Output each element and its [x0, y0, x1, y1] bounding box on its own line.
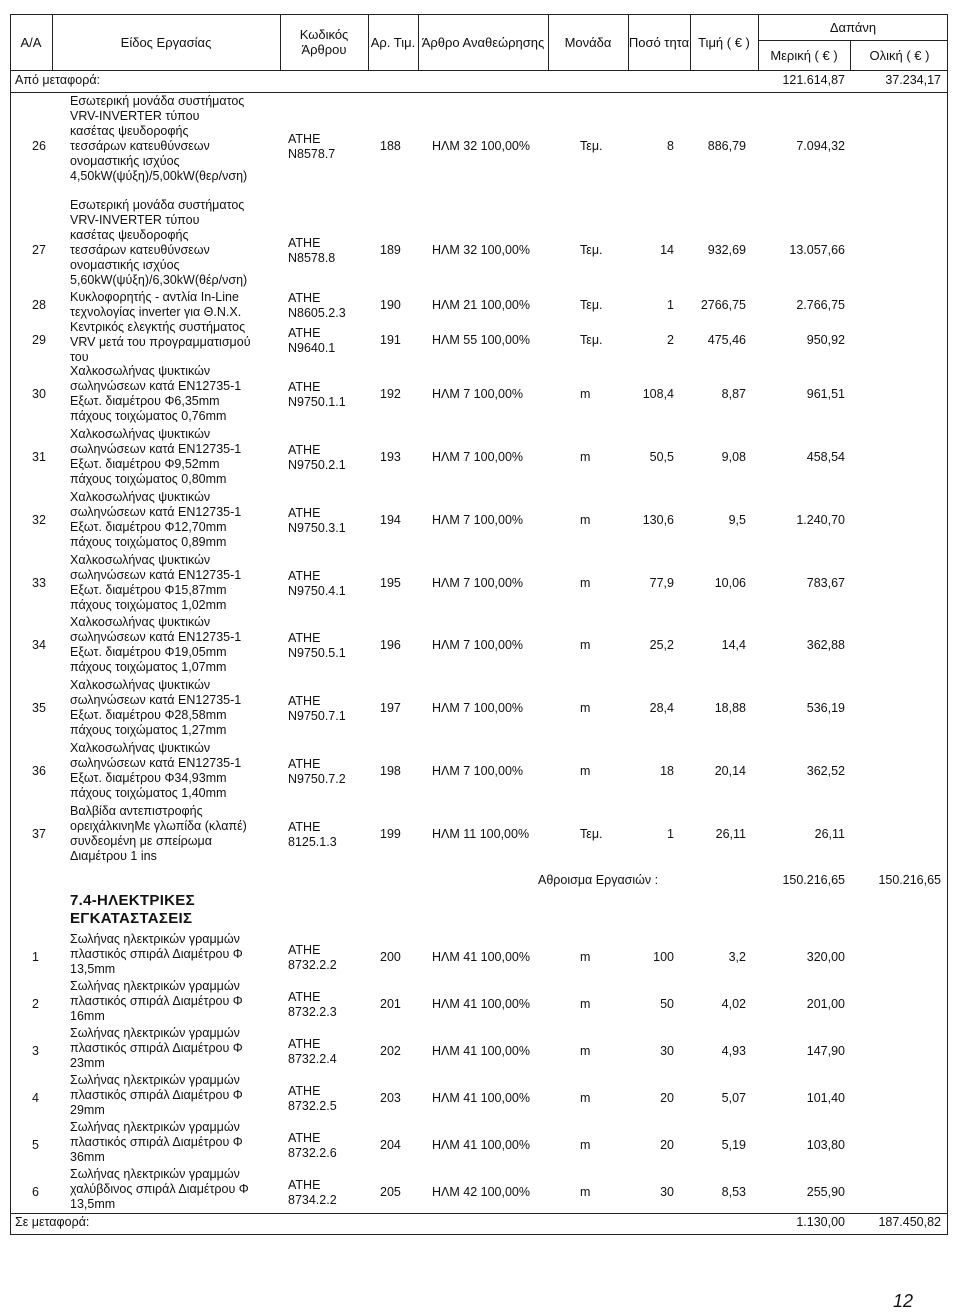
partial-cost: 13.057,66 — [789, 243, 845, 257]
description-line: τεσσάρων κατευθύνσεων — [70, 139, 210, 153]
code-line: ΑΤΗΕ — [288, 820, 321, 834]
description-line: πάχους τοιχώματος 0,89mm — [70, 535, 227, 549]
revision-article: ΗΛΜ 41 100,00% — [432, 1044, 530, 1058]
description-line: πάχους τοιχώματος 0,76mm — [70, 409, 227, 423]
description-line: 4,50kW(ψύξη)/5,00kW(θερ/νση) — [70, 169, 248, 183]
description-line: πλαστικός σπιράλ Διαμέτρου Φ — [70, 1088, 243, 1102]
description-line: Διαμέτρου 1 ins — [70, 849, 157, 863]
price-number: 190 — [380, 298, 401, 312]
item-code — [288, 506, 346, 536]
header-cost: Δαπάνη — [758, 14, 948, 41]
row-number: 33 — [32, 576, 46, 590]
code-line: Ν9640.1 — [288, 341, 336, 355]
code-line: 8734.2.2 — [288, 1193, 337, 1207]
description-line: Εσωτερική μονάδα συστήματος — [70, 94, 245, 108]
unit: m — [580, 450, 591, 464]
description-line: Χαλκοσωλήνας ψυκτικών — [70, 741, 211, 755]
description-line: Σωλήνας ηλεκτρικών γραμμών — [70, 1167, 240, 1181]
unit-price: 20,14 — [714, 764, 746, 778]
code-line: Ν9750.5.1 — [288, 646, 346, 660]
description-line: σωληνώσεων κατά EN12735-1 — [70, 505, 242, 519]
description-line: χαλύβδινος σπιράλ Διαμέτρου Φ — [70, 1182, 249, 1196]
unit-price: 8,87 — [721, 387, 746, 401]
code-line: ΑΤΗΕ — [288, 132, 321, 146]
description-line: κασέτας ψευδοροφής — [70, 228, 189, 242]
unit-price: 2766,75 — [700, 298, 746, 312]
code-line: Ν9750.7.1 — [288, 709, 346, 723]
price-number: 204 — [380, 1138, 401, 1152]
description-line: Εξωτ. διαμέτρου Φ9,52mm — [70, 457, 220, 471]
item-code — [288, 326, 335, 356]
code-line: Ν9750.1.1 — [288, 395, 346, 409]
description-line: Σωλήνας ηλεκτρικών γραμμών — [70, 1073, 240, 1087]
price-number: 205 — [380, 1185, 401, 1199]
unit-price: 14,4 — [721, 638, 746, 652]
description-line: σωληνώσεων κατά EN12735-1 — [70, 630, 242, 644]
description-line: σωληνώσεων κατά EN12735-1 — [70, 568, 242, 582]
description-line: ορειχάλκινηΜε γλωπίδα (κλαπέ) — [70, 819, 247, 833]
code-line: Ν9750.2.1 — [288, 458, 346, 472]
item-code — [288, 443, 346, 473]
description-line: σωληνώσεων κατά EN12735-1 — [70, 693, 242, 707]
row-number: 32 — [32, 513, 46, 527]
partial-cost: 201,00 — [806, 997, 845, 1011]
unit: m — [580, 1091, 591, 1105]
description-line: Σωλήνας ηλεκτρικών γραμμών — [70, 979, 240, 993]
partial-cost: 320,00 — [806, 950, 845, 964]
description-line: 23mm — [70, 1056, 105, 1070]
revision-article: ΗΛΜ 41 100,00% — [432, 1091, 530, 1105]
item-description — [70, 198, 247, 288]
code-line: 8732.2.2 — [288, 958, 337, 972]
row-number: 3 — [32, 1044, 39, 1058]
partial-cost: 101,40 — [806, 1091, 845, 1105]
unit: Τεμ. — [580, 139, 603, 153]
price-number: 196 — [380, 638, 401, 652]
quantity: 20 — [660, 1138, 674, 1152]
description-line: σωληνώσεων κατά EN12735-1 — [70, 442, 242, 456]
unit-price: 886,79 — [707, 139, 746, 153]
partial-cost: 458,54 — [806, 450, 845, 464]
quantity: 30 — [660, 1185, 674, 1199]
description-line: Χαλκοσωλήνας ψυκτικών — [70, 427, 211, 441]
partial-cost: 147,90 — [806, 1044, 845, 1058]
unit: m — [580, 576, 591, 590]
item-code — [288, 236, 335, 266]
revision-article: ΗΛΜ 7 100,00% — [432, 513, 524, 527]
description-line: κασέτας ψευδοροφής — [70, 124, 189, 138]
unit: m — [580, 701, 591, 715]
unit: Τεμ. — [580, 298, 603, 312]
price-number: 195 — [380, 576, 401, 590]
unit-price: 932,69 — [707, 243, 746, 257]
description-line: πλαστικός σπιράλ Διαμέτρου Φ — [70, 994, 243, 1008]
page-number: 12 — [893, 1291, 914, 1311]
unit-price: 9,5 — [728, 513, 746, 527]
code-line: 8732.2.5 — [288, 1099, 337, 1113]
row-number: 4 — [32, 1091, 39, 1105]
description-line: Χαλκοσωλήνας ψυκτικών — [70, 490, 211, 504]
item-code — [288, 757, 346, 787]
description-line: τεχνολογίας inverter για Θ.Ν.Χ. — [70, 305, 242, 319]
price-number: 202 — [380, 1044, 401, 1058]
item-code — [288, 694, 346, 724]
description-line: VRV μετά του προγραμματισμού — [70, 335, 251, 349]
quantity: 50 — [660, 997, 674, 1011]
item-description — [70, 804, 247, 864]
price-number: 203 — [380, 1091, 401, 1105]
code-line: Ν9750.7.2 — [288, 772, 346, 786]
code-line: 8125.1.3 — [288, 835, 337, 849]
description-line: 36mm — [70, 1150, 105, 1164]
unit: m — [580, 513, 591, 527]
description-line: Σωλήνας ηλεκτρικών γραμμών — [70, 932, 240, 946]
price-number: 193 — [380, 450, 401, 464]
description-line: ονομαστικής ισχύος — [70, 258, 180, 272]
price-number: 194 — [380, 513, 401, 527]
row-number: 36 — [32, 764, 46, 778]
row-number: 34 — [32, 638, 46, 652]
unit-price: 4,93 — [721, 1044, 746, 1058]
sum-label: Αθροισμα Εργασιών : — [538, 873, 659, 887]
partial-cost: 536,19 — [806, 701, 845, 715]
code-line: Ν8605.2.3 — [288, 306, 346, 320]
price-number: 191 — [380, 333, 401, 347]
unit: m — [580, 997, 591, 1011]
partial-cost: 2.766,75 — [796, 298, 845, 312]
code-line: ΑΤΗΕ — [288, 1178, 321, 1192]
description-line: Εξωτ. διαμέτρου Φ6,35mm — [70, 394, 220, 408]
item-code — [288, 569, 346, 599]
unit-price: 8,53 — [721, 1185, 746, 1199]
description-line: του — [70, 350, 89, 364]
description-line: 5,60kW(ψύξη)/6,30kW(θέρ/νση) — [70, 273, 248, 287]
sum-total: 150.216,65 — [878, 873, 941, 887]
description-line: 13,5mm — [70, 1197, 116, 1211]
description-line: Χαλκοσωλήνας ψυκτικών — [70, 553, 211, 567]
header-partial: Μερική ( € ) — [758, 41, 851, 70]
description-line: πλαστικός σπιράλ Διαμέτρου Φ — [70, 947, 243, 961]
description-line: Εσωτερική μονάδα συστήματος — [70, 198, 245, 212]
item-code — [288, 631, 346, 661]
description-line: πάχους τοιχώματος 1,40mm — [70, 786, 227, 800]
sum-row — [10, 873, 948, 891]
price-number: 189 — [380, 243, 401, 257]
section-title-line: ΕΓΚΑΤΑΣΤΑΣΕΙΣ — [70, 910, 193, 927]
unit-price: 10,06 — [714, 576, 746, 590]
description-line: σωληνώσεων κατά EN12735-1 — [70, 756, 242, 770]
item-description — [70, 932, 243, 977]
revision-article: ΗΛΜ 7 100,00% — [432, 701, 524, 715]
revision-article: ΗΛΜ 32 100,00% — [432, 243, 530, 257]
code-line: ΑΤΗΕ — [288, 506, 321, 520]
description-line: Χαλκοσωλήνας ψυκτικών — [70, 364, 211, 378]
revision-article: ΗΛΜ 42 100,00% — [432, 1185, 530, 1199]
description-line: ονομαστικής ισχύος — [70, 154, 180, 168]
unit-price: 26,11 — [715, 827, 746, 841]
description-line: συνδεομένη με σπείρωμα — [70, 834, 212, 848]
description-line: VRV-INVERTER τύπου — [70, 213, 200, 227]
item-description — [70, 1073, 243, 1118]
partial-cost: 1.240,70 — [796, 513, 845, 527]
row-number: 35 — [32, 701, 46, 715]
price-number: 192 — [380, 387, 401, 401]
code-line: ΑΤΗΕ — [288, 569, 321, 583]
price-number: 199 — [380, 827, 401, 841]
price-number: 200 — [380, 950, 401, 964]
description-line: πάχους τοιχώματος 1,02mm — [70, 598, 227, 612]
revision-article: ΗΛΜ 7 100,00% — [432, 450, 524, 464]
carry-out-label: Σε μεταφορά: — [15, 1215, 90, 1229]
unit: Τεμ. — [580, 333, 603, 347]
revision-article: ΗΛΜ 7 100,00% — [432, 638, 524, 652]
item-code — [288, 820, 337, 850]
code-line: ΑΤΗΕ — [288, 757, 321, 771]
section-title — [70, 892, 195, 928]
item-description — [70, 1120, 243, 1165]
code-line: ΑΤΗΕ — [288, 694, 321, 708]
unit-price: 475,46 — [707, 333, 746, 347]
code-line: ΑΤΗΕ — [288, 631, 321, 645]
unit: Τεμ. — [580, 243, 603, 257]
code-line: Ν8578.7 — [288, 147, 336, 161]
item-code — [288, 990, 337, 1020]
revision-article: ΗΛΜ 32 100,00% — [432, 139, 530, 153]
item-code — [288, 1131, 337, 1161]
carry-in-label: Από μεταφορά: — [15, 73, 101, 87]
price-number: 198 — [380, 764, 401, 778]
quantity: 100 — [653, 950, 674, 964]
header-total: Ολική ( € ) — [869, 48, 930, 63]
partial-cost: 783,67 — [806, 576, 845, 590]
description-line: Εξωτ. διαμέτρου Φ28,58mm — [70, 708, 227, 722]
description-line: 13,5mm — [70, 962, 116, 976]
item-code — [288, 291, 346, 321]
sum-partial: 150.216,65 — [782, 873, 845, 887]
quantity: 28,4 — [649, 701, 674, 715]
quantity: 14 — [660, 243, 674, 257]
carry-in-row — [10, 73, 948, 91]
code-line: ΑΤΗΕ — [288, 990, 321, 1004]
code-line: ΑΤΗΕ — [288, 1037, 321, 1051]
description-line: 29mm — [70, 1103, 105, 1117]
item-code — [288, 1037, 337, 1067]
quantity: 108,4 — [642, 387, 674, 401]
header-qty: Ποσό τητα — [628, 14, 691, 70]
revision-article: ΗΛΜ 21 100,00% — [432, 298, 530, 312]
revision-article: ΗΛΜ 7 100,00% — [432, 764, 524, 778]
code-line: ΑΤΗΕ — [288, 443, 321, 457]
item-description — [70, 979, 243, 1024]
price-number: 188 — [380, 139, 401, 153]
header-unit: Μονάδα — [548, 14, 629, 70]
description-line: Εξωτ. διαμέτρου Φ15,87mm — [70, 583, 227, 597]
item-description — [70, 615, 241, 675]
item-description — [70, 678, 241, 738]
quantity: 50,5 — [649, 450, 674, 464]
description-line: πλαστικός σπιράλ Διαμέτρου Φ — [70, 1135, 243, 1149]
code-line: ΑΤΗΕ — [288, 326, 321, 340]
item-code — [288, 1178, 337, 1208]
revision-article: ΗΛΜ 41 100,00% — [432, 997, 530, 1011]
description-line: Κεντρικός ελεγκτής συστήματος — [70, 320, 246, 334]
carry-out-divider — [10, 1213, 948, 1214]
carry-out-row — [10, 1215, 948, 1233]
code-line: Ν8578.8 — [288, 251, 336, 265]
item-description — [70, 741, 241, 801]
unit-price: 5,07 — [721, 1091, 746, 1105]
unit-price: 5,19 — [721, 1138, 746, 1152]
unit: Τεμ. — [580, 827, 603, 841]
row-number: 27 — [32, 243, 46, 257]
item-description — [70, 1167, 249, 1212]
description-line: Κυκλοφορητής - αντλία In-Line — [70, 290, 239, 304]
quantity: 130,6 — [642, 513, 674, 527]
revision-article: ΗΛΜ 55 100,00% — [432, 333, 530, 347]
description-line: Εξωτ. διαμέτρου Φ19,05mm — [70, 645, 227, 659]
item-description — [70, 553, 241, 613]
partial-cost: 950,92 — [806, 333, 845, 347]
unit-price: 18,88 — [714, 701, 746, 715]
row-number: 6 — [32, 1185, 39, 1199]
item-code — [288, 380, 346, 410]
row-number: 30 — [32, 387, 46, 401]
item-description — [70, 1026, 243, 1071]
row-number: 37 — [32, 827, 46, 841]
unit-price: 4,02 — [721, 997, 746, 1011]
unit-price: 3,2 — [728, 950, 746, 964]
unit: m — [580, 764, 591, 778]
unit: m — [580, 387, 591, 401]
unit: m — [580, 638, 591, 652]
partial-cost: 103,80 — [806, 1138, 845, 1152]
row-number: 31 — [32, 450, 46, 464]
quantity: 1 — [667, 827, 674, 841]
header-aa: Α/Α — [10, 14, 53, 70]
code-line: 8732.2.4 — [288, 1052, 337, 1066]
quantity: 20 — [660, 1091, 674, 1105]
code-line: ΑΤΗΕ — [288, 380, 321, 394]
partial-cost: 362,88 — [806, 638, 845, 652]
unit-price: 9,08 — [721, 450, 746, 464]
description-line: πάχους τοιχώματος 1,07mm — [70, 660, 227, 674]
description-line: Εξωτ. διαμέτρου Φ34,93mm — [70, 771, 227, 785]
code-line: ΑΤΗΕ — [288, 1084, 321, 1098]
carry-in-divider — [10, 92, 948, 93]
revision-article: ΗΛΜ 41 100,00% — [432, 950, 530, 964]
unit: m — [580, 1044, 591, 1058]
unit: m — [580, 950, 591, 964]
revision-article: ΗΛΜ 11 100,00% — [432, 827, 530, 841]
revision-article: ΗΛΜ 7 100,00% — [432, 387, 524, 401]
quantity: 30 — [660, 1044, 674, 1058]
carry-in-partial: 121.614,87 — [782, 73, 845, 87]
row-number: 5 — [32, 1138, 39, 1152]
code-line: 8732.2.6 — [288, 1146, 337, 1160]
item-description — [70, 290, 241, 320]
description-line: τεσσάρων κατευθύνσεων — [70, 243, 210, 257]
item-description — [70, 490, 241, 550]
quantity: 8 — [667, 139, 674, 153]
quantity: 1 — [667, 298, 674, 312]
description-line: σωληνώσεων κατά EN12735-1 — [70, 379, 242, 393]
row-number: 2 — [32, 997, 39, 1011]
partial-cost: 961,51 — [806, 387, 845, 401]
description-line: πάχους τοιχώματος 1,27mm — [70, 723, 227, 737]
quantity: 25,2 — [649, 638, 674, 652]
description-line: 16mm — [70, 1009, 105, 1023]
cost-table — [10, 14, 948, 1235]
carry-out-partial: 1.130,00 — [796, 1215, 845, 1229]
code-line: ΑΤΗΕ — [288, 236, 321, 250]
row-number: 28 — [32, 298, 46, 312]
description-line: Σωλήνας ηλεκτρικών γραμμών — [70, 1120, 240, 1134]
code-line: Ν9750.4.1 — [288, 584, 346, 598]
price-number: 197 — [380, 701, 401, 715]
carry-in-total: 37.234,17 — [885, 73, 941, 87]
header-price: Τιμή ( € ) — [690, 14, 759, 70]
header-code: Κωδικός Άρθρου — [280, 14, 369, 70]
header-desc: Είδος Εργασίας — [52, 14, 281, 70]
revision-article: ΗΛΜ 41 100,00% — [432, 1138, 530, 1152]
quantity: 77,9 — [649, 576, 674, 590]
code-line: ΑΤΗΕ — [288, 943, 321, 957]
code-line: 8732.2.3 — [288, 1005, 337, 1019]
item-description — [70, 364, 241, 424]
partial-cost: 7.094,32 — [796, 139, 845, 153]
header-article: Άρθρο Αναθεώρησης — [418, 14, 549, 70]
section-title-line: 7.4-ΗΛΕΚΤΡΙΚΕΣ — [70, 892, 195, 909]
header-ar: Αρ. Τιμ. — [368, 14, 419, 70]
code-line: ΑΤΗΕ — [288, 1131, 321, 1145]
header-divider — [10, 70, 948, 71]
code-line: ΑΤΗΕ — [288, 291, 321, 305]
description-line: Εξωτ. διαμέτρου Φ12,70mm — [70, 520, 227, 534]
revision-article: ΗΛΜ 7 100,00% — [432, 576, 524, 590]
partial-cost: 26,11 — [814, 827, 845, 841]
description-line: Βαλβίδα αντεπιστροφής — [70, 804, 203, 818]
quantity: 18 — [660, 764, 674, 778]
partial-cost: 362,52 — [806, 764, 845, 778]
row-number: 26 — [32, 139, 46, 153]
price-number: 201 — [380, 997, 401, 1011]
carry-out-total: 187.450,82 — [878, 1215, 941, 1229]
description-line: Χαλκοσωλήνας ψυκτικών — [70, 678, 211, 692]
description-line: Χαλκοσωλήνας ψυκτικών — [70, 615, 211, 629]
description-line: Σωλήνας ηλεκτρικών γραμμών — [70, 1026, 240, 1040]
item-description — [70, 427, 241, 487]
item-description — [70, 320, 251, 365]
row-number: 1 — [32, 950, 39, 964]
code-line: Ν9750.3.1 — [288, 521, 346, 535]
unit: m — [580, 1185, 591, 1199]
description-line: VRV-INVERTER τύπου — [70, 109, 200, 123]
item-description — [70, 94, 247, 184]
description-line: πλαστικός σπιράλ Διαμέτρου Φ — [70, 1041, 243, 1055]
description-line: πάχους τοιχώματος 0,80mm — [70, 472, 227, 486]
item-code — [288, 943, 337, 973]
row-number: 29 — [32, 333, 46, 347]
partial-cost: 255,90 — [806, 1185, 845, 1199]
item-code — [288, 1084, 337, 1114]
item-code — [288, 132, 335, 162]
quantity: 2 — [667, 333, 674, 347]
unit: m — [580, 1138, 591, 1152]
